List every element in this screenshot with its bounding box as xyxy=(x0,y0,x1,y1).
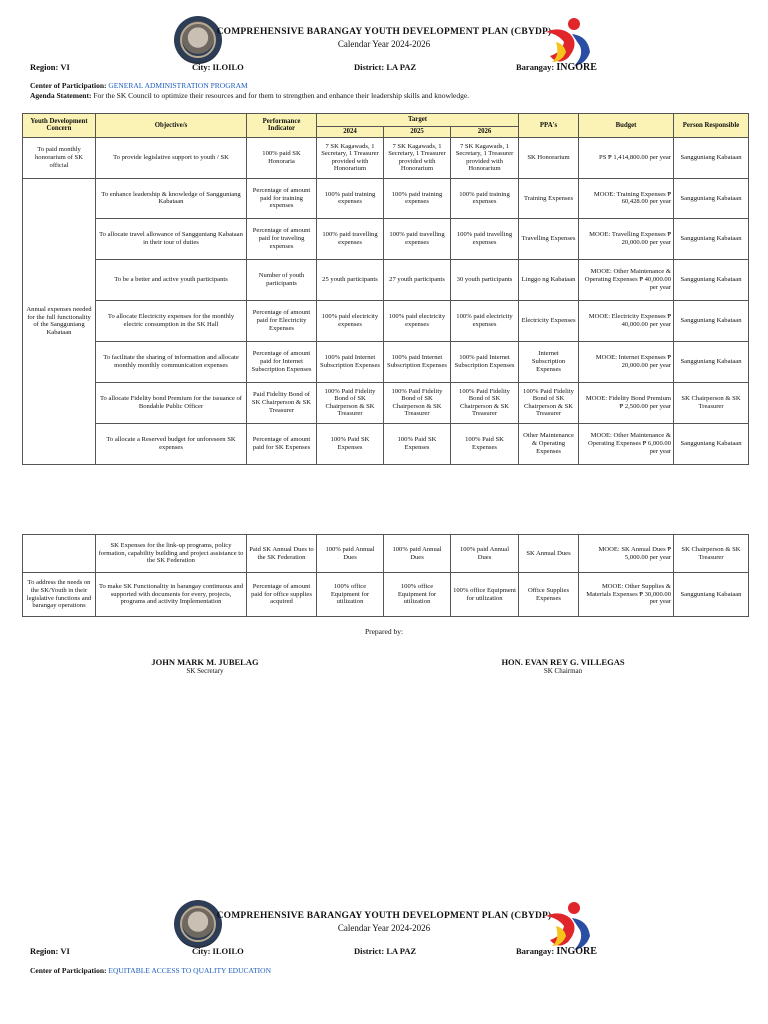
cell-objective: To facilitate the sharing of information and allocate monthly monthly communication expenses xyxy=(96,341,247,382)
cell-target-2026: 100% Paid Fidelity Bond of SK Chairperson & SK Treasurer xyxy=(451,382,519,423)
cell-target-2026: 100% paid Internet Subscription Expenses xyxy=(451,341,519,382)
header-target: Target xyxy=(317,114,519,127)
header-objective: Objective/s xyxy=(96,114,247,138)
cell-target-2026: 100% paid Annual Dues xyxy=(451,535,519,573)
cell-concern: To address the needs on the SK/Youth in their legislative functions and barangay operations xyxy=(23,573,96,617)
cell-concern: Annual expenses needed for the full functionality of the Sangguniang Kabataan xyxy=(23,178,96,464)
secretary-role: SK Secretary xyxy=(186,667,224,675)
chairman-name: HON. EVAN REY G. VILLEGAS xyxy=(501,657,625,667)
cell-objective: To allocate travel allowance of Sangguniang Kabataan in their tour of duties xyxy=(96,218,247,259)
center-of-participation-2: Center of Participation: EQUITABLE ACCESS TO QUALITY EDUCATION xyxy=(30,966,271,975)
signature-chairman xyxy=(468,657,658,675)
sk-logo xyxy=(540,896,594,952)
cell-indicator: Paid Fidelity Bond of SK Chairperson & SK Treasurer xyxy=(247,382,317,423)
cell-target-2024: 25 youth participants xyxy=(317,259,384,300)
chairman-role: SK Chairman xyxy=(543,667,583,675)
cell-target-2026: 100% paid travelling expenses xyxy=(451,218,519,259)
signature-secretary xyxy=(120,657,290,675)
cell-ppa: Internet Subscription Expenses xyxy=(519,341,579,382)
table-row xyxy=(23,259,749,300)
cell-objective: To allocate Fidelity bond Premium for the issuance of Bondable Public Officer xyxy=(96,382,247,423)
cell-objective: To make SK Functionality in barangay continuous and supported with documents for every, projects, programs and activity Implementation xyxy=(96,573,247,617)
cell-target-2025: 100% Paid SK Expenses xyxy=(384,423,451,464)
header-concern: Youth Development Concern xyxy=(23,114,96,138)
barangay-meta: Barangay: INGORE xyxy=(516,62,597,73)
table-row xyxy=(23,178,749,218)
city-meta: City: ILOILO xyxy=(192,946,244,956)
header-ppa: PPA's xyxy=(519,114,579,138)
cell-ppa: 100% Paid Fidelity Bond of SK Chairperson & SK Treasurer xyxy=(519,382,579,423)
cell-objective: To allocate Electricity expenses for the monthly electric consumption in the SK Hall xyxy=(96,300,247,341)
cell-target-2025: 100% paid Annual Dues xyxy=(384,535,451,573)
table-row xyxy=(23,423,749,464)
secretary-name: JOHN MARK M. JUBELAG xyxy=(151,657,259,667)
plan-table-continued xyxy=(22,534,749,617)
cell-target-2025: 100% office Equipment for utilization xyxy=(384,573,451,617)
cell-budget: MOOE: Internet Expenses ₱ 20,000.00 per year xyxy=(579,341,674,382)
cell-budget: MOOE: Other Maintenance & Operating Expenses ₱ 40,000.00 per year xyxy=(579,259,674,300)
cell-target-2024: 100% paid Annual Dues xyxy=(317,535,384,573)
cell-person: Sangguniang Kabataan xyxy=(674,341,749,382)
cell-target-2025: 100% paid training expenses xyxy=(384,178,451,218)
cell-target-2024: 100% paid Internet Subscription Expenses xyxy=(317,341,384,382)
cell-person: SK Chairperson & SK Treasurer xyxy=(674,382,749,423)
cell-concern: To paid monthly honorarium of SK official xyxy=(23,137,96,178)
cell-ppa: Other Maintenance & Operating Expenses xyxy=(519,423,579,464)
cell-budget: MOOE: Electricity Expenses ₱ 40,000.00 per year xyxy=(579,300,674,341)
cell-indicator: Number of youth participants xyxy=(247,259,317,300)
cell-ppa: Electricity Expenses xyxy=(519,300,579,341)
cell-budget: MOOE: Travelling Expenses ₱ 20,000.00 per year xyxy=(579,218,674,259)
cell-person: Sangguniang Kabataan xyxy=(674,423,749,464)
cell-target-2025: 100% paid electricity expenses xyxy=(384,300,451,341)
cell-target-2026: 30 youth participants xyxy=(451,259,519,300)
cell-budget: MOOE: Other Supplies & Materials Expenses ₱ 30,000.00 per year xyxy=(579,573,674,617)
prepared-by-label: Prepared by: xyxy=(364,627,404,636)
cell-person: Sangguniang Kabataan xyxy=(674,218,749,259)
cell-objective: To allocate a Reserved budget for unforeseen SK expenses xyxy=(96,423,247,464)
cell-person: Sangguniang Kabataan xyxy=(674,259,749,300)
cell-indicator: Percentage of amount paid for traveling expenses xyxy=(247,218,317,259)
cell-person: SK Chairperson & SK Treasurer xyxy=(674,535,749,573)
cell-indicator: Percentage of amount paid for training expenses xyxy=(247,178,317,218)
table-row xyxy=(23,300,749,341)
table-row xyxy=(23,218,749,259)
sk-logo xyxy=(540,12,594,68)
cell-person: Sangguniang Kabataan xyxy=(674,300,749,341)
cell-target-2025: 27 youth participants xyxy=(384,259,451,300)
cell-target-2026: 100% paid electricity expenses xyxy=(451,300,519,341)
cell-ppa: Linggo ng Kabataan xyxy=(519,259,579,300)
plan-table-main xyxy=(22,113,749,465)
district-meta: District: LA PAZ xyxy=(354,946,417,956)
table-row xyxy=(23,535,749,573)
header-year-2024: 2024 xyxy=(317,127,384,138)
header-budget: Budget xyxy=(579,114,674,138)
cell-indicator: Percentage of amount paid for Electricity Expenses xyxy=(247,300,317,341)
cell-target-2024: 100% Paid Fidelity Bond of SK Chairperson & SK Treasurer xyxy=(317,382,384,423)
cell-indicator: Percentage of amount paid for Internet Subscription Expenses xyxy=(247,341,317,382)
cell-objective: SK Expenses for the link-up programs, policy formation, capability building and project assistance to the SK Federation xyxy=(96,535,247,573)
cell-person: Sangguniang Kabataan xyxy=(674,573,749,617)
cell-target-2024: 100% office Equipment for utilization xyxy=(317,573,384,617)
header-year-2025: 2025 xyxy=(384,127,451,138)
region-meta: Region: VI xyxy=(30,62,70,72)
agenda-statement: Agenda Statement: For the SK Council to optimize their resources and for them to strengthen and enhance their leadership skills and knowledge. xyxy=(30,91,470,100)
document-subtitle: Calendar Year 2024-2026 xyxy=(337,39,431,49)
cell-ppa: Travelling Expenses xyxy=(519,218,579,259)
cell-target-2024: 100% paid training expenses xyxy=(317,178,384,218)
cell-target-2025: 100% Paid Fidelity Bond of SK Chairperson & SK Treasurer xyxy=(384,382,451,423)
center-of-participation: Center of Participation: GENERAL ADMINISTRATION PROGRAM xyxy=(30,81,248,90)
table-row xyxy=(23,137,749,178)
cell-target-2026: 100% office Equipment for utilization xyxy=(451,573,519,617)
cell-indicator: Percentage of amount paid for office supplies acquired xyxy=(247,573,317,617)
cell-target-2025: 100% paid Internet Subscription Expenses xyxy=(384,341,451,382)
cell-budget: MOOE: Fidelity Bond Premium ₱ 2,500.00 per year xyxy=(579,382,674,423)
cell-target-2024: 100% paid travelling expenses xyxy=(317,218,384,259)
cell-objective: To enhance leadership & knowledge of Sangguniang Kabataan xyxy=(96,178,247,218)
cell-indicator: Paid SK Annual Dues to the SK Federation xyxy=(247,535,317,573)
table-row xyxy=(23,573,749,617)
cell-person: Sangguniang Kabataan xyxy=(674,178,749,218)
cell-budget: MOOE: Training Expenses ₱ 60,428.00 per year xyxy=(579,178,674,218)
cell-target-2026: 100% paid training expenses xyxy=(451,178,519,218)
table-row xyxy=(23,382,749,423)
cell-indicator: 100% paid SK Honoraria xyxy=(247,137,317,178)
cell-ppa: SK Honorarium xyxy=(519,137,579,178)
cell-ppa: Office Supplies Expenses xyxy=(519,573,579,617)
cell-person: Sangguniang Kabataan xyxy=(674,137,749,178)
document-subtitle: Calendar Year 2024-2026 xyxy=(337,923,431,933)
cell-target-2026: 7 SK Kagawads, 1 Secretary, 1 Treasurer provided with Honorarium xyxy=(451,137,519,178)
cell-ppa: SK Annual Dues xyxy=(519,535,579,573)
cell-concern xyxy=(23,535,96,573)
cell-objective: To provide legislative support to youth / SK xyxy=(96,137,247,178)
cell-ppa: Training Expenses xyxy=(519,178,579,218)
cell-target-2026: 100% Paid SK Expenses xyxy=(451,423,519,464)
district-meta: District: LA PAZ xyxy=(354,62,417,72)
header-person: Person Responsible xyxy=(674,114,749,138)
cell-target-2024: 100% Paid SK Expenses xyxy=(317,423,384,464)
document-title: COMPREHENSIVE BARANGAY YOUTH DEVELOPMENT PLAN (CBYDP) xyxy=(216,911,552,921)
cell-budget: MOOE: SK Annual Dues ₱ 5,000.00 per year xyxy=(579,535,674,573)
city-meta: City: ILOILO xyxy=(192,62,244,72)
barangay-meta: Barangay: INGORE xyxy=(516,946,597,957)
header-year-2026: 2026 xyxy=(451,127,519,138)
document-title: COMPREHENSIVE BARANGAY YOUTH DEVELOPMENT PLAN (CBYDP) xyxy=(216,27,552,37)
cell-budget: PS ₱ 1,414,800.00 per year xyxy=(579,137,674,178)
cell-target-2024: 7 SK Kagawads, 1 Secretary, 1 Treasurer provided with Honorarium xyxy=(317,137,384,178)
region-meta: Region: VI xyxy=(30,946,70,956)
cell-indicator: Percentage of amount paid for SK Expenses xyxy=(247,423,317,464)
cell-target-2025: 7 SK Kagawads, 1 Secretary, 1 Treasurer provided with Honorarium xyxy=(384,137,451,178)
header-indicator: Performance Indicator xyxy=(247,114,317,138)
cell-objective: To be a better and active youth participants xyxy=(96,259,247,300)
cell-target-2024: 100% paid electricity expenses xyxy=(317,300,384,341)
cell-budget: MOOE: Other Maintenance & Operating Expenses ₱ 6,000.00 per year xyxy=(579,423,674,464)
table-row xyxy=(23,341,749,382)
cell-target-2025: 100% paid travelling expenses xyxy=(384,218,451,259)
